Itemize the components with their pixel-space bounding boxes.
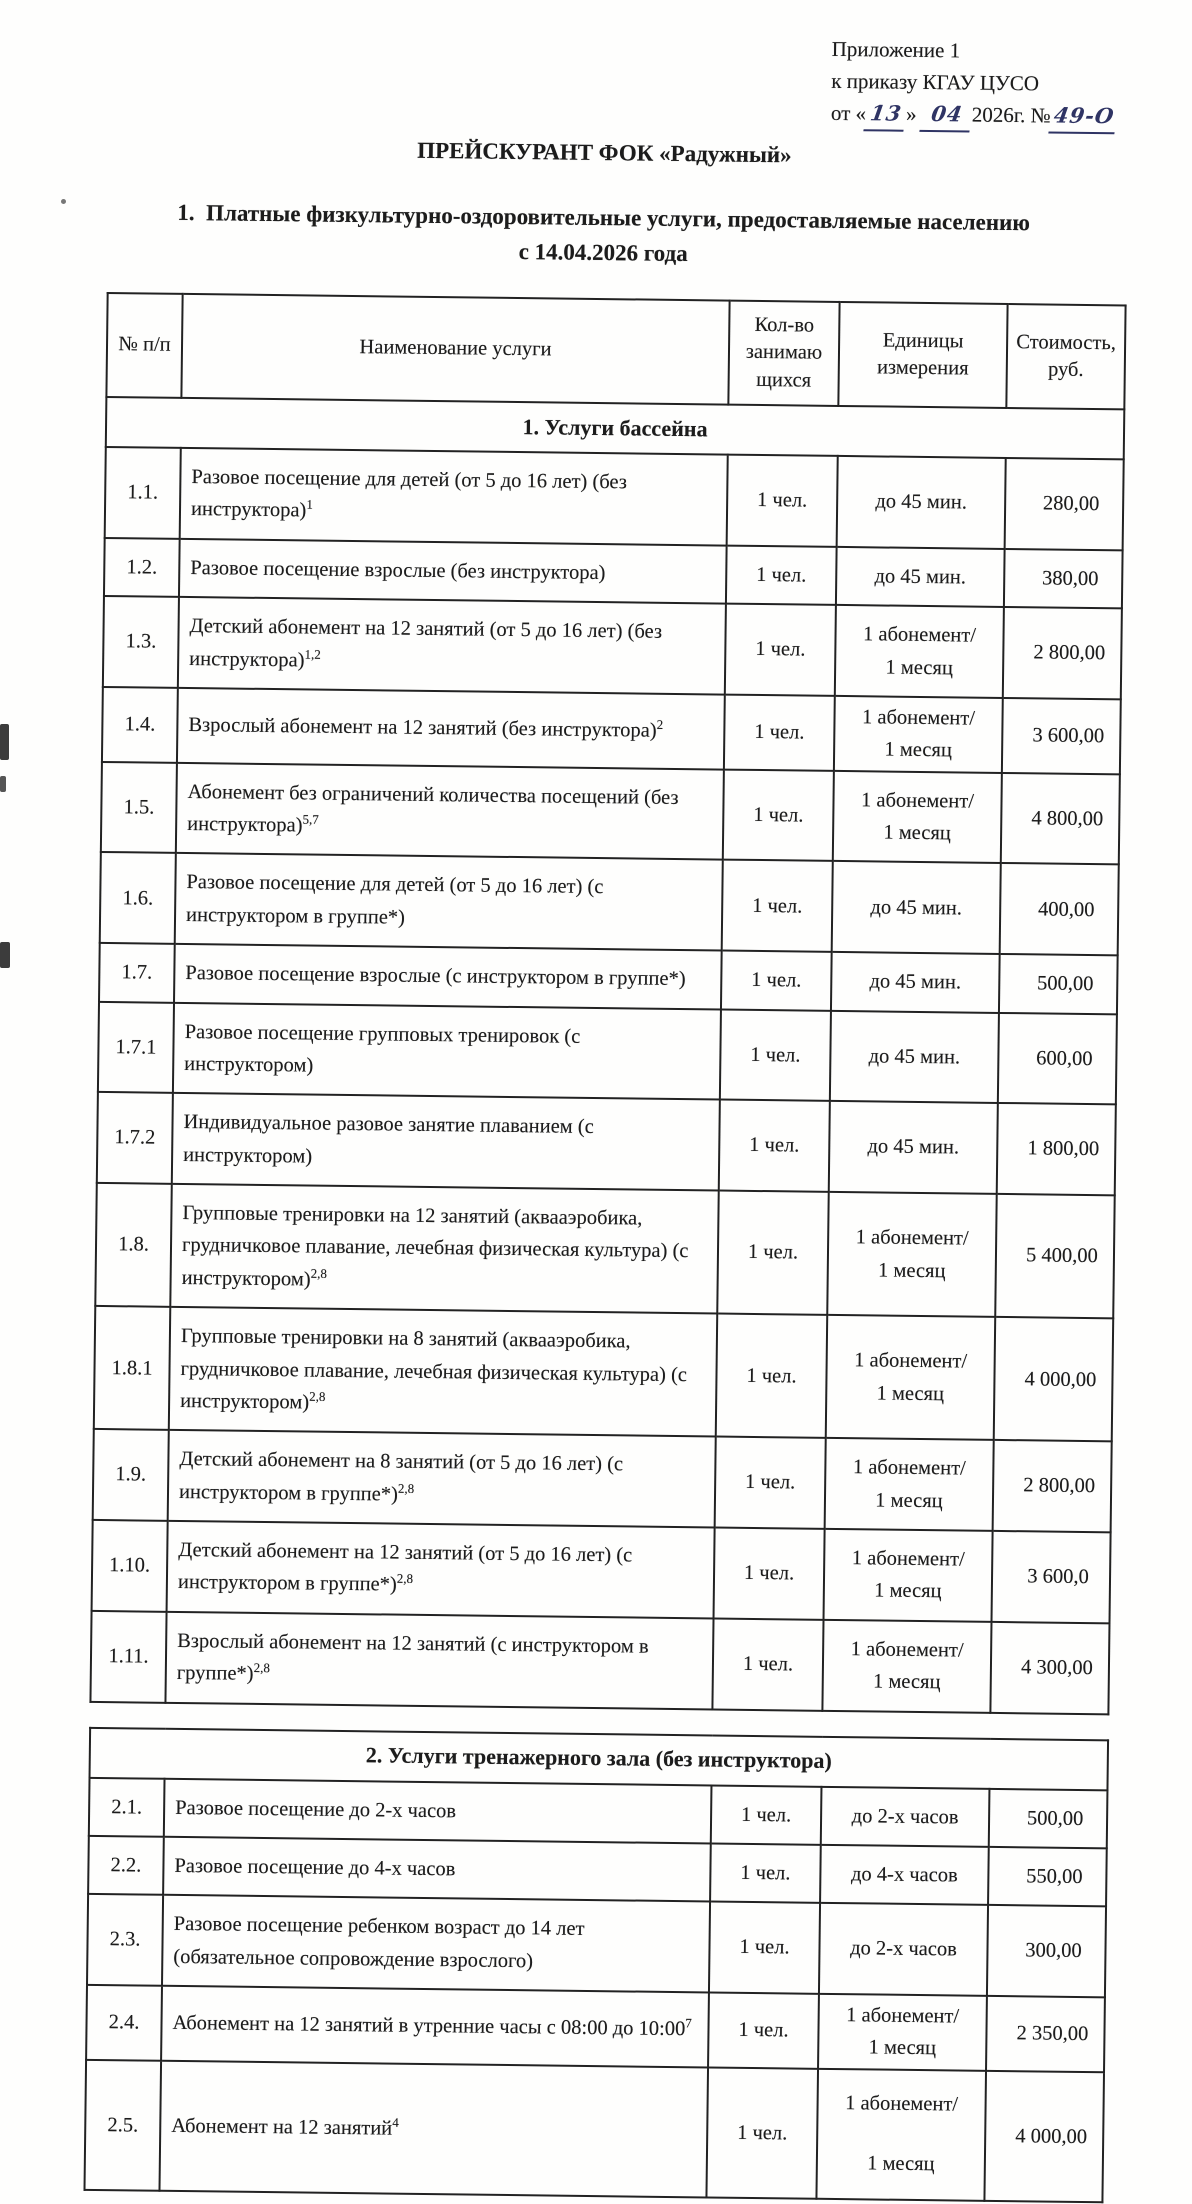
service-name-text: Разовое посещение до 2-х часов: [175, 1796, 457, 1822]
page-title: ПРЕЙСКУРАНТ ФОК «Радужный»: [417, 137, 792, 168]
footnote-superscript: 2,8: [397, 1480, 415, 1496]
column-header-row: [106, 293, 1125, 409]
price-value: 4 000,00: [994, 1317, 1113, 1442]
service-name-text: Абонемент на 12 занятий: [171, 2114, 393, 2140]
row-number: 2.1.: [89, 1777, 165, 1836]
row-number: 1.6.: [100, 852, 176, 944]
service-name-text: Детский абонемент на 12 занятий (от 5 до 16 лет) (с инструктором в группе*): [177, 1538, 633, 1596]
table-row: [94, 1306, 1113, 1442]
price-value: 2 800,00: [1003, 607, 1122, 699]
service-name: [162, 1895, 710, 1992]
row-number: 1.7.2: [97, 1092, 173, 1184]
column-header-name: Наименование услуги: [181, 294, 729, 405]
service-name: [174, 944, 722, 1009]
row-number: 1.8.: [95, 1183, 171, 1307]
service-name-text: Детский абонемент на 12 занятий (от 5 до 16 лет) (без инструктора): [189, 615, 663, 671]
footnote-superscript: 1: [306, 496, 313, 513]
row-number: 2.5.: [84, 2060, 161, 2191]
service-name-text: Разовое посещение до 4-х часов: [174, 1854, 456, 1881]
unit-of-measure: 1 абонемент/ 1 месяц: [822, 1620, 991, 1713]
service-name-text: Абонемент без ограничений количества посещений (без инструктора): [187, 780, 679, 837]
table-row: [105, 447, 1124, 550]
occupancy-count: 1 чел.: [726, 545, 837, 605]
service-name-text: Разовое посещение для детей (от 5 до 16 лет) (с инструктором в группе*): [185, 871, 604, 929]
unit-of-measure: 1 абонемент/ 1 месяц: [825, 1438, 994, 1531]
occupancy-count: 1 чел.: [710, 1843, 821, 1903]
service-name-text: Детский абонемент на 8 занятий (от 5 до 16 лет) (с инструктором в группе*): [178, 1448, 624, 1506]
price-value: 4 000,00: [984, 2071, 1104, 2202]
price-value: 3 600,00: [1002, 698, 1121, 774]
row-number: 1.9.: [93, 1429, 169, 1521]
service-name-text: Групповые тренировки на 12 занятий (аквааэробика, грудничковое плавание, лечебная физическая культура) (с инструктором): [181, 1201, 689, 1291]
occupancy-count: 1 чел.: [725, 604, 836, 696]
appendix-line-3: [831, 97, 1117, 134]
unit-of-measure: до 2-х часов: [819, 1903, 988, 1996]
price-value: 400,00: [1000, 863, 1119, 955]
appendix-line-2: к приказу КГАУ ЦУСО: [831, 68, 1040, 96]
section-heading-index: 1.: [177, 199, 195, 226]
section-1-title: 1. Услуги бассейна: [106, 397, 1125, 459]
unit-of-measure: до 45 мин.: [831, 952, 1000, 1012]
occupancy-count: 1 чел.: [714, 1528, 825, 1620]
row-number: 2.4.: [86, 1985, 162, 2061]
unit-of-measure: до 45 мин.: [829, 1101, 998, 1194]
row-number: 1.5.: [101, 762, 177, 854]
service-name: [180, 448, 728, 545]
price-value: 600,00: [998, 1012, 1117, 1104]
service-name-text: Разовое посещение ребенком возраст до 14 лет (обязательное сопровождение взрослого): [173, 1913, 585, 1972]
occupancy-count: 1 чел.: [711, 1785, 822, 1845]
service-name: [173, 1002, 721, 1099]
unit-of-measure: 1 абонемент/ 1 месяц: [816, 2069, 986, 2201]
footnote-superscript: 2,8: [253, 1660, 270, 1676]
occupancy-count: 1 чел.: [715, 1437, 826, 1529]
service-name-text: Разовое посещение групповых тренировок (с инструктором): [184, 1020, 581, 1077]
service-name-text: Групповые тренировки на 8 занятий (аквааэробика, грудничковое плавание, лечебная физическая культура) (с инструктором): [180, 1325, 688, 1414]
column-header-num: № п/п: [106, 293, 182, 398]
service-name-text: Разовое посещение взрослые (с инструктором в группе*): [185, 962, 686, 991]
row-number: 2.2.: [88, 1836, 164, 1895]
price-value: 2 350,00: [986, 1996, 1105, 2072]
appendix-block: [831, 33, 1118, 134]
service-name: [161, 1986, 709, 2067]
table-row: [84, 2060, 1104, 2202]
handwritten-order-number: 49-О: [1048, 100, 1119, 135]
service-name-text: Взрослый абонемент на 12 занятий (без инструктора): [188, 714, 657, 742]
service-name: [164, 1778, 712, 1843]
service-name: [163, 1837, 711, 1902]
scan-smudge: [0, 942, 10, 968]
unit-of-measure: до 4-х часов: [820, 1845, 989, 1905]
unit-of-measure: 1 абонемент/ 1 месяц: [824, 1529, 993, 1622]
scan-speck: [61, 199, 66, 204]
row-number: 1.8.1: [94, 1306, 170, 1430]
occupancy-count: 1 чел.: [716, 1314, 827, 1438]
footnote-superscript: 2,8: [309, 1388, 326, 1404]
price-value: 1 800,00: [997, 1103, 1116, 1195]
row-number: 1.11.: [90, 1611, 166, 1703]
section-heading-line-2: с 14.04.2026 года: [518, 239, 688, 267]
table-row: [101, 762, 1120, 865]
price-table-gym: [83, 1726, 1109, 2203]
occupancy-count: 1 чел.: [719, 1100, 830, 1192]
row-number: 1.2.: [104, 538, 180, 597]
footnote-superscript: 4: [392, 2114, 399, 2130]
table-row: [95, 1183, 1114, 1319]
service-name: [170, 1184, 718, 1314]
scan-smudge: [0, 724, 9, 760]
column-header-price: Стоимость, руб.: [1006, 304, 1125, 409]
service-name: [167, 1521, 715, 1618]
column-header-units: Единицы измерения: [838, 302, 1007, 408]
occupancy-count: 1 чел.: [712, 1618, 823, 1710]
table-row: [92, 1520, 1111, 1623]
row-number: 1.7.: [99, 943, 175, 1002]
price-value: 2 800,00: [993, 1440, 1112, 1532]
unit-of-measure: 1 абонемент/ 1 месяц: [833, 771, 1002, 864]
unit-of-measure: до 45 мин.: [836, 547, 1005, 607]
order-year: 2026г.: [971, 102, 1026, 128]
price-value: 4 800,00: [1001, 773, 1120, 865]
occupancy-count: 1 чел.: [717, 1191, 828, 1315]
unit-of-measure: до 2-х часов: [821, 1786, 990, 1846]
service-name: [176, 762, 724, 859]
handwritten-month: 04: [919, 98, 974, 133]
service-name: [175, 853, 723, 950]
unit-of-measure: 1 абонемент/ 1 месяц: [827, 1192, 996, 1317]
footnote-superscript: 2,8: [396, 1571, 414, 1587]
unit-of-measure: 1 абонемент/ 1 месяц: [834, 696, 1003, 773]
service-name-text: Абонемент на 12 занятий в утренние часы с 08:00 до 10:00: [172, 2012, 686, 2041]
unit-of-measure: до 45 мин.: [837, 456, 1006, 549]
row-number: 1.7.1: [98, 1001, 174, 1093]
footnote-superscript: 2: [656, 716, 664, 733]
column-header-count: Кол-во занимаю щихся: [728, 301, 839, 406]
occupancy-count: 1 чел.: [721, 951, 832, 1011]
service-name-text: Разовое посещение для детей (от 5 до 16 лет) (без инструктора): [190, 466, 628, 522]
unit-of-measure: 1 абонемент/ 1 месяц: [835, 605, 1004, 698]
section-heading-text: Платные физкультурно-оздоровительные услуги, предоставляемые населению: [205, 200, 1031, 236]
footnote-superscript: 2,8: [310, 1265, 328, 1281]
unit-of-measure: до 45 мин.: [832, 861, 1001, 954]
service-name-text: Индивидуальное разовое занятие плаванием (с инструктором): [183, 1111, 594, 1168]
table-row: [86, 1985, 1105, 2072]
appendix-line-1: Приложение 1: [831, 36, 961, 63]
price-value: 3 600,0: [992, 1531, 1111, 1623]
service-name: [177, 688, 725, 769]
footnote-superscript: 5,7: [302, 811, 319, 827]
price-value: 500,00: [999, 954, 1118, 1014]
table-row: [103, 596, 1122, 699]
price-value: 550,00: [988, 1847, 1107, 1907]
occupancy-count: 1 чел.: [708, 1992, 819, 2068]
price-value: 4 300,00: [990, 1622, 1109, 1714]
price-value: 380,00: [1004, 549, 1123, 609]
price-value: 500,00: [989, 1788, 1108, 1848]
order-date-prefix: от «: [830, 100, 867, 126]
unit-of-measure: 1 абонемент/ 1 месяц: [818, 1994, 987, 2071]
scan-smudge: [0, 776, 6, 792]
table-row: [87, 1894, 1106, 1997]
service-name-text: Разовое посещение взрослые (без инструктора): [190, 556, 606, 584]
unit-of-measure: 1 абонемент/ 1 месяц: [826, 1315, 995, 1440]
service-name: [165, 1612, 713, 1709]
section-heading: [7, 193, 1192, 278]
service-name: [178, 597, 726, 694]
service-name: [168, 1430, 716, 1527]
occupancy-count: 1 чел.: [723, 769, 834, 861]
order-date-close-quote: »: [905, 101, 917, 126]
handwritten-day: 13: [863, 97, 908, 131]
service-name: [179, 539, 727, 604]
price-table-pool: [89, 292, 1126, 1715]
row-number: 1.10.: [92, 1520, 168, 1612]
occupancy-count: 1 чел.: [706, 2067, 818, 2198]
price-value: 5 400,00: [995, 1194, 1114, 1319]
occupancy-count: 1 чел.: [724, 694, 835, 770]
row-number: 1.4.: [102, 687, 178, 763]
occupancy-count: 1 чел.: [720, 1009, 831, 1101]
service-name: [172, 1093, 720, 1190]
footnote-superscript: 1,2: [304, 646, 321, 662]
row-number: 1.1.: [105, 447, 181, 539]
service-name: [159, 2061, 708, 2198]
table-row: [90, 1611, 1109, 1714]
footnote-superscript: 7: [685, 2015, 692, 2031]
service-name-text: Взрослый абонемент на 12 занятий (с инструктором в группе*): [176, 1629, 649, 1686]
occupancy-count: 1 чел.: [722, 860, 833, 952]
row-number: 1.3.: [103, 596, 179, 688]
order-number-sign: №: [1030, 103, 1051, 128]
table-row: [100, 852, 1119, 955]
section-2-title: 2. Услуги тренажерного зала (без инструктора): [90, 1727, 1109, 1789]
table-row: [93, 1429, 1112, 1532]
service-name: [169, 1307, 717, 1437]
table-row: [98, 1001, 1117, 1104]
table-row: [102, 687, 1121, 774]
price-value: 300,00: [987, 1905, 1106, 1997]
table-row: [97, 1092, 1116, 1195]
price-value: 280,00: [1005, 458, 1124, 550]
occupancy-count: 1 чел.: [727, 455, 838, 547]
unit-of-measure: до 45 мин.: [830, 1010, 999, 1103]
row-number: 2.3.: [87, 1894, 163, 1986]
occupancy-count: 1 чел.: [709, 1902, 820, 1994]
